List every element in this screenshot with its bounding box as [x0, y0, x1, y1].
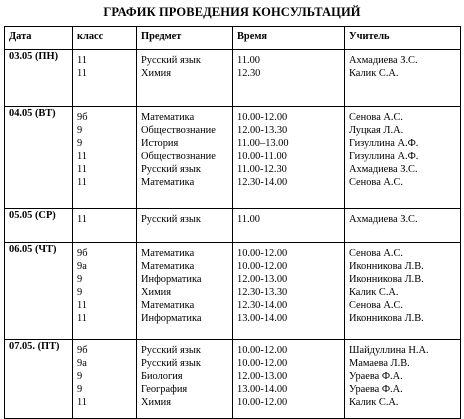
entry-subject: Русский язык	[141, 164, 201, 175]
entry-class: 9а	[77, 261, 87, 272]
entry-teacher: Сенова А.С.	[349, 112, 404, 123]
entry-teacher: Луцкая Л.А.	[349, 125, 404, 136]
entry-class: 9б	[77, 248, 88, 259]
entry-time: 11.00	[237, 214, 260, 225]
entry-teacher: Ахмадиева З.С.	[349, 214, 418, 225]
entry-subject: Русский язык	[141, 345, 201, 356]
entry-teacher: Сенова А.С.	[349, 300, 404, 311]
entry-time: 10.00-12.00	[237, 112, 288, 123]
header-class: класс	[73, 27, 137, 50]
day-time-cell	[233, 243, 345, 340]
entry-teacher: Гизуллина А.Ф.	[349, 138, 419, 149]
day-date: 06.05 (ЧТ)	[5, 243, 73, 340]
schedule-body	[5, 50, 461, 419]
entry-subject: Математика	[141, 177, 195, 188]
entry-subject: Математика	[141, 300, 195, 311]
day-class-cell	[73, 50, 137, 107]
day-time-cell	[233, 209, 345, 243]
day-time-cell	[233, 50, 345, 107]
entry-time: 10.00-11.00	[237, 151, 287, 162]
entry-teacher: Калик С.А.	[349, 68, 399, 79]
entry-subject: География	[141, 384, 188, 395]
page-title: ГРАФИК ПРОВЕДЕНИЯ КОНСУЛЬТАЦИЙ	[103, 5, 361, 19]
day-group	[5, 107, 461, 209]
entry-class: 11	[77, 300, 88, 311]
entry-time: 10.00-12.00	[237, 345, 288, 356]
entry-subject: Информатика	[141, 274, 202, 285]
entry-teacher: Шайдуллина Н.А.	[349, 345, 429, 356]
day-teacher-cell	[345, 340, 461, 419]
entry-teacher: Калик С.А.	[349, 287, 399, 298]
entry-class: 9	[77, 287, 83, 298]
entry-class: 11	[77, 55, 88, 66]
entry-class: 9б	[77, 345, 88, 356]
day-date: 05.05 (СР)	[5, 209, 73, 243]
entry-time: 12.00-13.00	[237, 371, 288, 382]
day-group	[5, 340, 461, 419]
entry-time: 10.00-12.00	[237, 397, 288, 408]
entry-time: 10.00-12.00	[237, 248, 288, 259]
entry-time: 11.00	[237, 55, 260, 66]
day-class-cell	[73, 243, 137, 340]
day-group	[5, 50, 461, 107]
day-time-cell	[233, 107, 345, 209]
entry-time: 12.30-14.00	[237, 300, 288, 311]
entry-teacher: Калик С.А.	[349, 397, 399, 408]
header-subject: Предмет	[137, 27, 233, 50]
day-group	[5, 243, 461, 340]
entry-class: 11	[77, 313, 88, 324]
entry-class: 9	[77, 371, 83, 382]
entry-class: 9	[77, 138, 83, 149]
day-class-cell	[73, 107, 137, 209]
entry-subject: Информатика	[141, 313, 202, 324]
day-subject-cell	[137, 50, 233, 107]
entry-subject: Химия	[141, 397, 171, 408]
entry-teacher: Гизуллина А.Ф.	[349, 151, 419, 162]
entry-subject: Русский язык	[141, 358, 201, 369]
entry-subject: Химия	[141, 68, 171, 79]
entry-time: 12.30	[237, 68, 261, 79]
entry-subject: Математика	[141, 248, 195, 259]
entry-class: 9	[77, 125, 83, 136]
entry-subject: Обществознание	[141, 151, 216, 162]
entry-teacher: Иконникова Л.В.	[349, 274, 424, 285]
entry-teacher: Ахмадиева З.С.	[349, 55, 418, 66]
header-date: Дата	[5, 27, 73, 50]
day-class-cell	[73, 209, 137, 243]
entry-time: 10.00-12.00	[237, 358, 288, 369]
day-date: 03.05 (ПН)	[5, 50, 73, 107]
day-teacher-cell	[345, 107, 461, 209]
day-teacher-cell	[345, 243, 461, 340]
day-group	[5, 209, 461, 243]
header-time: Время	[233, 27, 345, 50]
entry-class: 9	[77, 384, 83, 395]
entry-subject: Химия	[141, 287, 171, 298]
entry-time: 10.00-12.00	[237, 261, 288, 272]
day-date: 07.05. (ПТ)	[5, 340, 73, 419]
entry-time: 13.00-14.00	[237, 313, 288, 324]
entry-teacher: Иконникова Л.В.	[349, 313, 424, 324]
entry-subject: История	[141, 138, 179, 149]
entry-class: 9б	[77, 112, 88, 123]
entry-subject: Обществознание	[141, 125, 216, 136]
entry-teacher: Иконникова Л.В.	[349, 261, 424, 272]
entry-class: 9а	[77, 358, 87, 369]
header-teacher: Учитель	[345, 27, 461, 50]
entry-time: 12.00-13.00	[237, 274, 288, 285]
entry-subject: Математика	[141, 112, 195, 123]
entry-class: 9	[77, 274, 83, 285]
day-subject-cell	[137, 340, 233, 419]
entry-teacher: Ахмадиева З.С.	[349, 164, 418, 175]
day-subject-cell	[137, 107, 233, 209]
entry-time: 13.00-14.00	[237, 384, 288, 395]
schedule-table	[4, 26, 461, 419]
entry-subject: Русский язык	[141, 214, 201, 225]
entry-subject: Математика	[141, 261, 195, 272]
day-teacher-cell	[345, 209, 461, 243]
entry-class: 11	[77, 214, 88, 225]
entry-class: 11	[77, 68, 88, 79]
entry-time: 12.30-13.30	[237, 287, 288, 298]
entry-subject: Биология	[141, 371, 183, 382]
day-time-cell	[233, 340, 345, 419]
entry-class: 11	[77, 151, 88, 162]
day-subject-cell	[137, 243, 233, 340]
entry-time: 11.00–13.00	[237, 138, 289, 149]
header-row	[5, 27, 461, 50]
entry-class: 11	[77, 397, 88, 408]
day-teacher-cell	[345, 50, 461, 107]
day-class-cell	[73, 340, 137, 419]
day-subject-cell	[137, 209, 233, 243]
entry-teacher: Сенова А.С.	[349, 177, 404, 188]
entry-time: 12.00-13.30	[237, 125, 288, 136]
entry-teacher: Сенова А.С.	[349, 248, 404, 259]
entry-time: 12.30-14.00	[237, 177, 288, 188]
entry-teacher: Мамаева Л.В.	[349, 358, 410, 369]
day-date: 04.05 (ВТ)	[5, 107, 73, 209]
entry-teacher: Ураева Ф.А.	[349, 384, 403, 395]
entry-class: 11	[77, 177, 88, 188]
entry-teacher: Ураева Ф.А.	[349, 371, 403, 382]
entry-subject: Русский язык	[141, 55, 201, 66]
entry-time: 11.00-12.30	[237, 164, 287, 175]
entry-class: 11	[77, 164, 88, 175]
